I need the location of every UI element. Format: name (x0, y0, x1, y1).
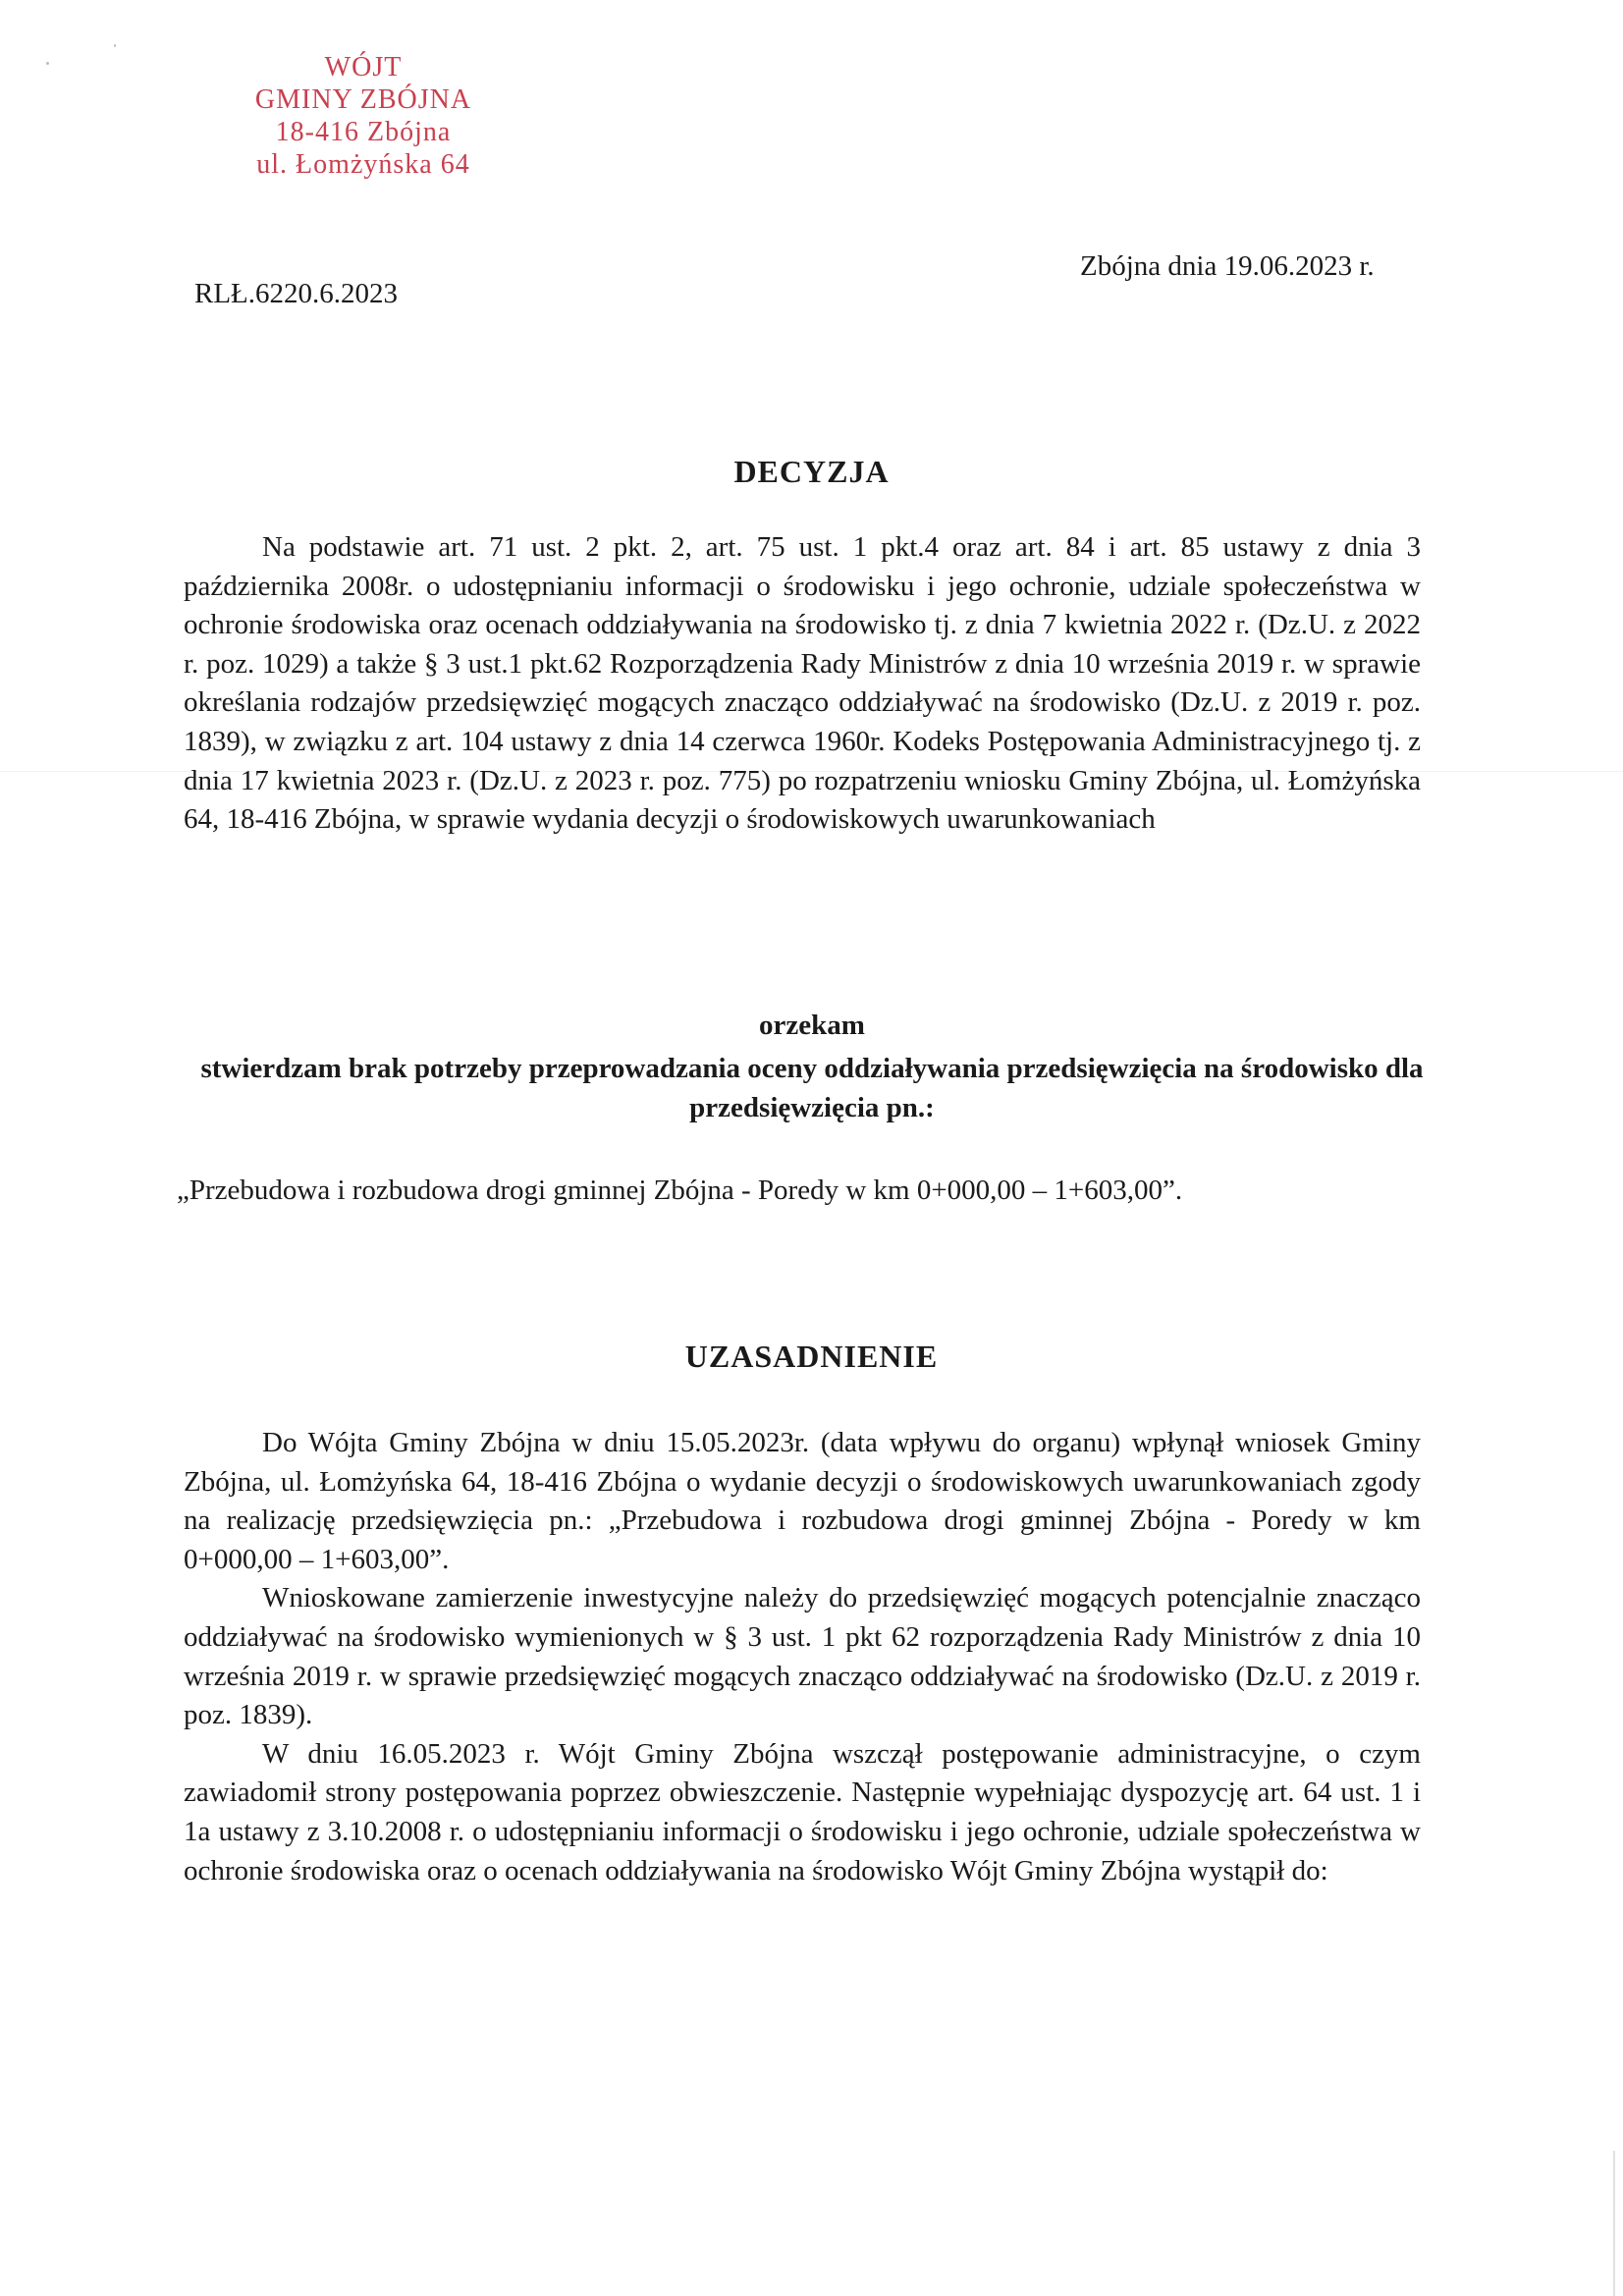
justification-title: UZASADNIENIE (684, 1339, 939, 1374)
ruling-text: stwierdzam brak potrzeby przeprowadzania oceny oddziaływania przedsięwzięcia na środowisko dla przedsięwzięcia pn.: (200, 1053, 1424, 1123)
stamp-line: WÓJT (324, 52, 403, 82)
scan-speck (114, 44, 116, 47)
scan-edge-shadow (1613, 2151, 1615, 2296)
ruling-word: orzekam (759, 1010, 865, 1041)
justification-paragraph: Wnioskowane zamierzenie inwestycyjne należy do przedsięwzięć mogących potencjalnie znacząco oddziaływać na środowisko wymienionych w § 3 ust. 1 pkt 62 rozporządzenia Rady Ministrów z dnia 10 września 2019 r. w sprawie przedsięwzięć mogących znacząco oddziaływać na środowisko (Dz.U. z 2019 r. poz. 1839). (184, 1582, 1421, 1731)
justification-paragraph: Do Wójta Gminy Zbójna w dniu 15.05.2023r. (data wpływu do organu) wpłynął wniosek Gminy Zbójna, ul. Łomżyńska 64, 18-416 Zbójna o wydanie decyzji o środowiskowych uwarunkowaniach zgody na realizację przedsięwzięcia pn.: „Przebudowa i rozbudowa drogi gminnej Zbójna - Poredy w km 0+000,00 – 1+603,00”. (184, 1427, 1421, 1575)
reference-number: RLŁ.6220.6.2023 (194, 278, 399, 309)
decision-title: DECYZJA (733, 454, 890, 489)
stamp-line: ul. Łomżyńska 64 (256, 149, 470, 180)
stamp-line: 18-416 Zbójna (275, 117, 452, 147)
stamp-line: GMINY ZBÓJNA (254, 84, 472, 115)
justification-paragraph: W dniu 16.05.2023 r. Wójt Gminy Zbójna wszczął postępowanie administracyjne, o czym zawiadomił strony postępowania poprzez obwieszczenie. Następnie wypełniając dyspozycję art. 64 ust. 1 i 1a ustawy z 3.10.2008 r. o udostępnianiu informacji o środowisku i jego ochronie, udziale społeczeństwa w ochronie środowiska oraz o ocenach oddziaływania na środowisko Wójt Gminy Zbójna wystąpił do: (184, 1737, 1421, 1886)
scan-speck (46, 62, 49, 65)
project-name: „Przebudowa i rozbudowa drogi gminnej Zbójna - Poredy w km 0+000,00 – 1+603,00”. (177, 1175, 1183, 1206)
place-and-date: Zbójna dnia 19.06.2023 r. (1080, 250, 1375, 282)
office-stamp (216, 51, 511, 181)
legal-basis-paragraph (184, 528, 1421, 840)
legal-basis-text: Na podstawie art. 71 ust. 2 pkt. 2, art. 75 ust. 1 pkt.4 oraz art. 84 i art. 85 ustawy z dnia 3 października 2008r. o udostępnianiu informacji o środowisku i jego ochronie, udziale społeczeństwa w ochronie środowiska oraz ocenach oddziaływania na środowisko tj. z dnia 7 kwietnia 2022 r. (Dz.U. z 2022 r. poz. 1029) a także § 3 ust.1 pkt.62 Rozporządzenia Rady Ministrów z dnia 10 września 2019 r. w sprawie określania rodzajów przedsięwzięć mogących znacząco oddziaływać na środowisko (Dz.U. z 2019 r. poz. 1839), w związku z art. 104 ustawy z dnia 14 czerwca 1960r. Kodeks Postępowania Administracyjnego tj. z dnia 17 kwietnia 2023 r. (Dz.U. z 2023 r. poz. 775) po rozpatrzeniu wniosku Gminy Zbójna, ul. Łomżyńska 64, 18-416 Zbójna, w sprawie wydania decyzji o środowiskowych uwarunkowaniach (184, 531, 1421, 836)
justification-body (184, 1424, 1421, 1890)
